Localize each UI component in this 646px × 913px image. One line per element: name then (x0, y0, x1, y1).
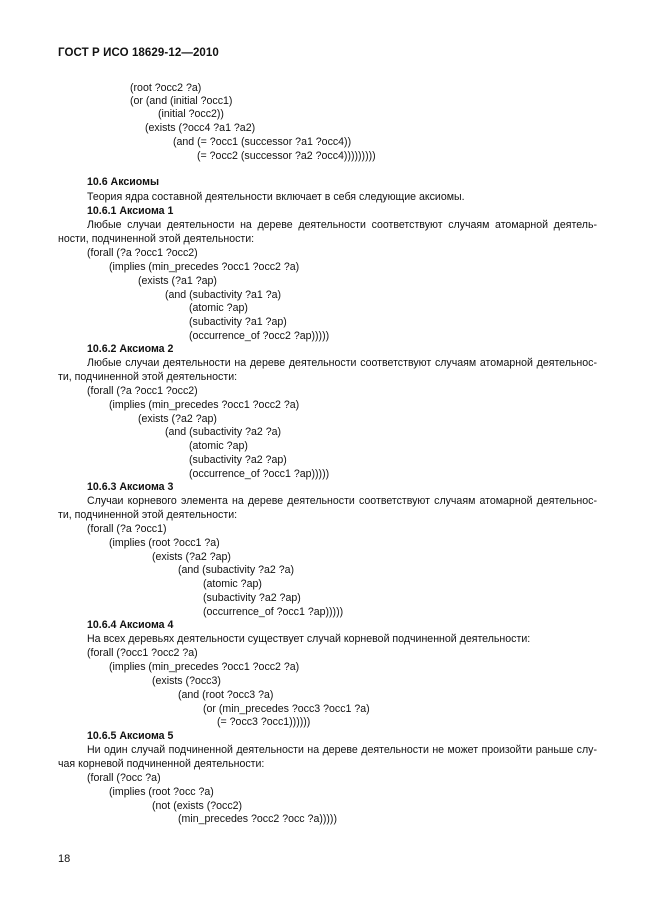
section-heading: 10.6 Аксиомы (87, 176, 159, 188)
text-line: (= ?occ3 ?occ1)))))) (217, 716, 311, 728)
text-line: (and (= ?occ1 (successor ?a1 ?occ4)) (173, 136, 352, 148)
text-line: (root ?occ2 ?a) (130, 82, 202, 94)
text-line: (not (exists (?occ2) (152, 800, 243, 812)
text-line: (forall (?occ ?a) (87, 772, 161, 784)
text-line: ти, подчиненной этой деятельности: (58, 371, 238, 383)
text-line: (exists (?occ3) (152, 675, 221, 687)
text-line: ти, подчиненной этой деятельности: (58, 509, 238, 521)
text-line: (subactivity ?a1 ?ap) (189, 316, 287, 328)
text-line: На всех деревьях деятельности существует случай корневой подчиненной деятельности: (87, 633, 531, 645)
text-line: (exists (?a2 ?ap) (138, 413, 217, 425)
text-line: (implies (root ?occ ?a) (109, 786, 214, 798)
text-line: (exists (?occ4 ?a1 ?a2) (145, 122, 256, 134)
text-line: (forall (?a ?occ1 ?occ2) (87, 385, 198, 397)
text-line: ности, подчиненной этой деятельности: (58, 233, 255, 245)
text-line: (= ?occ2 (successor ?a2 ?occ4))))))))) (197, 150, 376, 162)
text-line: (forall (?a ?occ1) (87, 523, 167, 535)
text-line: Любые случаи деятельности на дереве деятельности соответствуют случаям атомарной деятельнос- (87, 357, 597, 369)
text-line: (subactivity ?a2 ?ap) (203, 592, 301, 604)
text-line: (atomic ?ap) (189, 440, 248, 452)
text-line: (atomic ?ap) (203, 578, 262, 590)
text-line: (or (min_precedes ?occ3 ?occ1 ?a) (203, 703, 370, 715)
text-line: (min_precedes ?occ2 ?occ ?a))))) (178, 813, 337, 825)
page-number: 18 (58, 853, 71, 865)
subsection-heading: 10.6.3 Аксиома 3 (87, 481, 174, 493)
text-line: (subactivity ?a2 ?ap) (189, 454, 287, 466)
text-line: (occurrence_of ?occ1 ?ap))))) (203, 606, 344, 618)
text-line: (occurrence_of ?occ2 ?ap))))) (189, 330, 330, 342)
text-line: Теория ядра составной деятельности включает в себя следующие аксиомы. (87, 191, 465, 203)
text-line: (implies (min_precedes ?occ1 ?occ2 ?a) (109, 399, 300, 411)
subsection-heading: 10.6.2 Аксиома 2 (87, 343, 174, 355)
text-line: (exists (?a1 ?ap) (138, 275, 217, 287)
text-line: (implies (min_precedes ?occ1 ?occ2 ?a) (109, 261, 300, 273)
text-line: (and (subactivity ?a1 ?a) (165, 289, 282, 301)
document-header: ГОСТ Р ИСО 18629-12—2010 (58, 47, 219, 59)
text-line: (implies (min_precedes ?occ1 ?occ2 ?a) (109, 661, 300, 673)
text-line: (forall (?occ1 ?occ2 ?a) (87, 647, 198, 659)
text-line: (occurrence_of ?occ1 ?ap))))) (189, 468, 330, 480)
subsection-heading: 10.6.4 Аксиома 4 (87, 619, 174, 631)
text-line: Любые случаи деятельности на дереве деятельности соответствуют случаям атомарной деятель- (87, 219, 597, 231)
text-line: (implies (root ?occ1 ?a) (109, 537, 220, 549)
text-line: (exists (?a2 ?ap) (152, 551, 231, 563)
text-line: (atomic ?ap) (189, 302, 248, 314)
text-line: Случаи корневого элемента на дереве деятельности соответствуют случаям атомарной деятельнос- (87, 495, 597, 507)
subsection-heading: 10.6.1 Аксиома 1 (87, 205, 174, 217)
text-line: (forall (?a ?occ1 ?occ2) (87, 247, 198, 259)
text-line: (initial ?occ2)) (158, 108, 224, 120)
text-line: (and (subactivity ?a2 ?a) (178, 564, 295, 576)
text-line: (and (root ?occ3 ?a) (178, 689, 274, 701)
text-line: чая корневой подчиненной деятельности: (58, 758, 265, 770)
subsection-heading: 10.6.5 Аксиома 5 (87, 730, 174, 742)
text-line: (and (subactivity ?a2 ?a) (165, 426, 282, 438)
text-line: Ни один случай подчиненной деятельности на дереве деятельности не может произойти раньше слу- (87, 744, 597, 756)
text-line: (or (and (initial ?occ1) (130, 95, 233, 107)
